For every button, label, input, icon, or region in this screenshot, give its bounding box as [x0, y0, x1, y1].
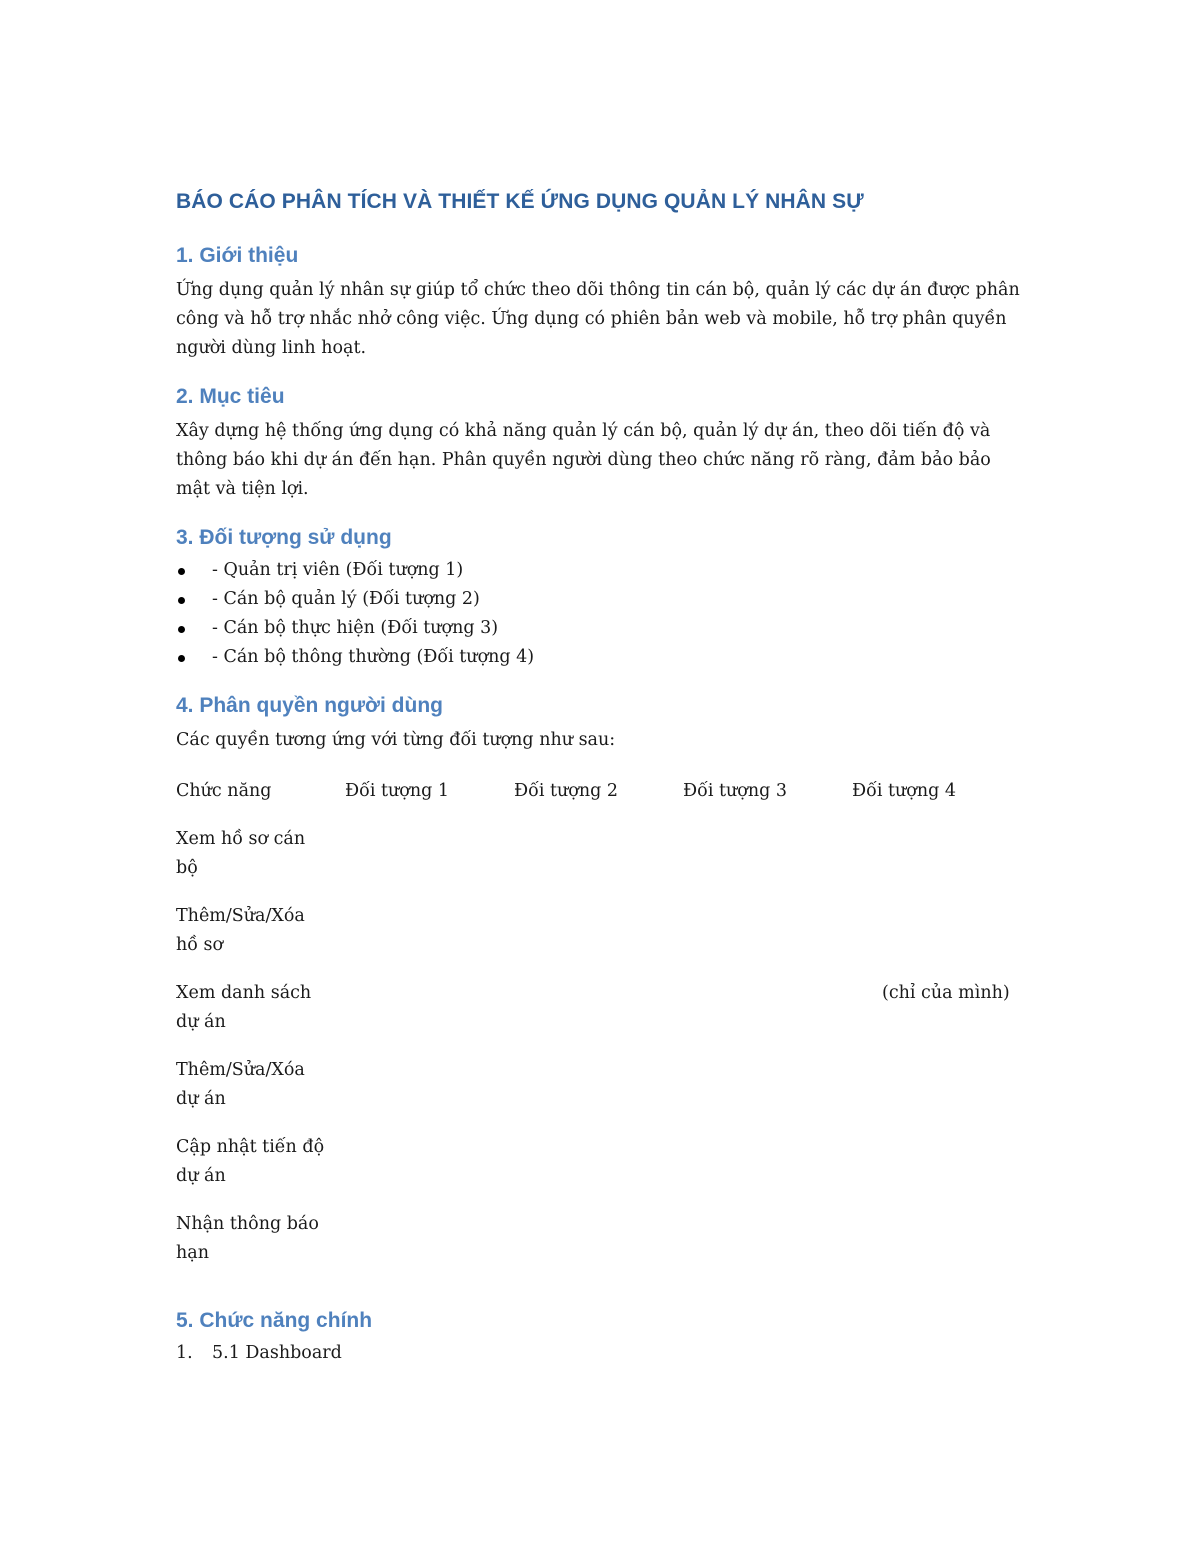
- column-header: Đối tượng 3: [683, 781, 788, 801]
- permission-cell: [514, 1133, 683, 1210]
- function-cell: Xem danh sách dự án: [176, 983, 312, 1032]
- function-cell: Xem hồ sơ cán bộ: [176, 829, 306, 878]
- list-item: - Cán bộ thực hiện (Đối tượng 3): [176, 614, 1026, 643]
- section-heading-permissions: 4. Phân quyền người dùng: [176, 694, 443, 717]
- permission-cell: [345, 1133, 514, 1210]
- list-number: 1.: [176, 1343, 193, 1363]
- permission-cell: [852, 1210, 1021, 1287]
- permission-cell: [852, 1056, 1021, 1133]
- permission-note-cell: (chỉ của mình): [882, 983, 1010, 1003]
- bullet-icon: [178, 568, 185, 575]
- permission-cell: [852, 825, 1021, 902]
- permission-cell: [683, 979, 852, 1056]
- table-row: [176, 1133, 1021, 1210]
- permission-cell: [345, 902, 514, 979]
- column-header: Đối tượng 4: [852, 781, 957, 801]
- section-heading-goal: 2. Mục tiêu: [176, 385, 285, 408]
- user-list: [176, 556, 1026, 672]
- goal-paragraph: Xây dựng hệ thống ứng dụng có khả năng quản lý cán bộ, quản lý dự án, theo dõi tiến độ và thông báo khi dự án đến hạn. Phân quyền người dùng theo chức năng rõ ràng, đảm bảo bảo mật và tiện lợi.: [176, 421, 991, 499]
- permission-cell: [345, 825, 514, 902]
- permission-cell: [345, 979, 514, 1056]
- permission-cell: [514, 825, 683, 902]
- document-page: [176, 190, 1026, 1368]
- feature-list: [176, 1339, 1026, 1368]
- permission-cell: [514, 979, 683, 1056]
- permission-cell: [683, 1056, 852, 1133]
- permission-cell: [683, 825, 852, 902]
- table-row: [176, 1056, 1021, 1133]
- section-heading-intro: 1. Giới thiệu: [176, 244, 299, 267]
- bullet-icon: [178, 597, 185, 604]
- list-item-text: 5.1 Dashboard: [212, 1343, 342, 1363]
- function-cell: Thêm/Sửa/Xóa hồ sơ: [176, 906, 305, 955]
- column-header: Đối tượng 1: [345, 781, 450, 801]
- permission-cell: [514, 1210, 683, 1287]
- list-item: [176, 1339, 1026, 1368]
- permission-cell: [514, 902, 683, 979]
- permission-cell: [852, 902, 1021, 979]
- permission-cell: [852, 1133, 1021, 1210]
- table-row: [176, 979, 1021, 1056]
- bullet-icon: [178, 626, 185, 633]
- table-row: [176, 1210, 1021, 1287]
- table-row: [176, 902, 1021, 979]
- function-cell: Nhận thông báo hạn: [176, 1214, 319, 1263]
- permission-cell: [683, 1210, 852, 1287]
- permissions-intro: Các quyền tương ứng với từng đối tượng như sau:: [176, 730, 616, 750]
- column-header: Đối tượng 2: [514, 781, 619, 801]
- function-cell: Cập nhật tiến độ dự án: [176, 1137, 325, 1186]
- table-header-row: [176, 777, 1021, 825]
- column-header: Chức năng: [176, 781, 272, 801]
- list-item: - Quản trị viên (Đối tượng 1): [176, 556, 1026, 585]
- permission-cell: [514, 1056, 683, 1133]
- permission-cell: [683, 902, 852, 979]
- bullet-icon: [178, 655, 185, 662]
- section-heading-users: 3. Đối tượng sử dụng: [176, 526, 392, 549]
- list-item: - Cán bộ thông thường (Đối tượng 4): [176, 643, 1026, 672]
- document-title: BÁO CÁO PHÂN TÍCH VÀ THIẾT KẾ ỨNG DỤNG QUẢN LÝ NHÂN SỰ: [176, 190, 864, 213]
- function-cell: Thêm/Sửa/Xóa dự án: [176, 1060, 305, 1109]
- permission-cell: [345, 1056, 514, 1133]
- list-item: - Cán bộ quản lý (Đối tượng 2): [176, 585, 1026, 614]
- permission-table: [176, 777, 1021, 1287]
- table-row: [176, 825, 1021, 902]
- intro-paragraph: Ứng dụng quản lý nhân sự giúp tổ chức theo dõi thông tin cán bộ, quản lý các dự án được phân công và hỗ trợ nhắc nhở công việc. Ứng dụng có phiên bản web và mobile, hỗ trợ phân quyền người dùng linh hoạt.: [176, 280, 1020, 358]
- section-heading-main-features: 5. Chức năng chính: [176, 1309, 373, 1332]
- permission-cell: [683, 1133, 852, 1210]
- permission-cell: [345, 1210, 514, 1287]
